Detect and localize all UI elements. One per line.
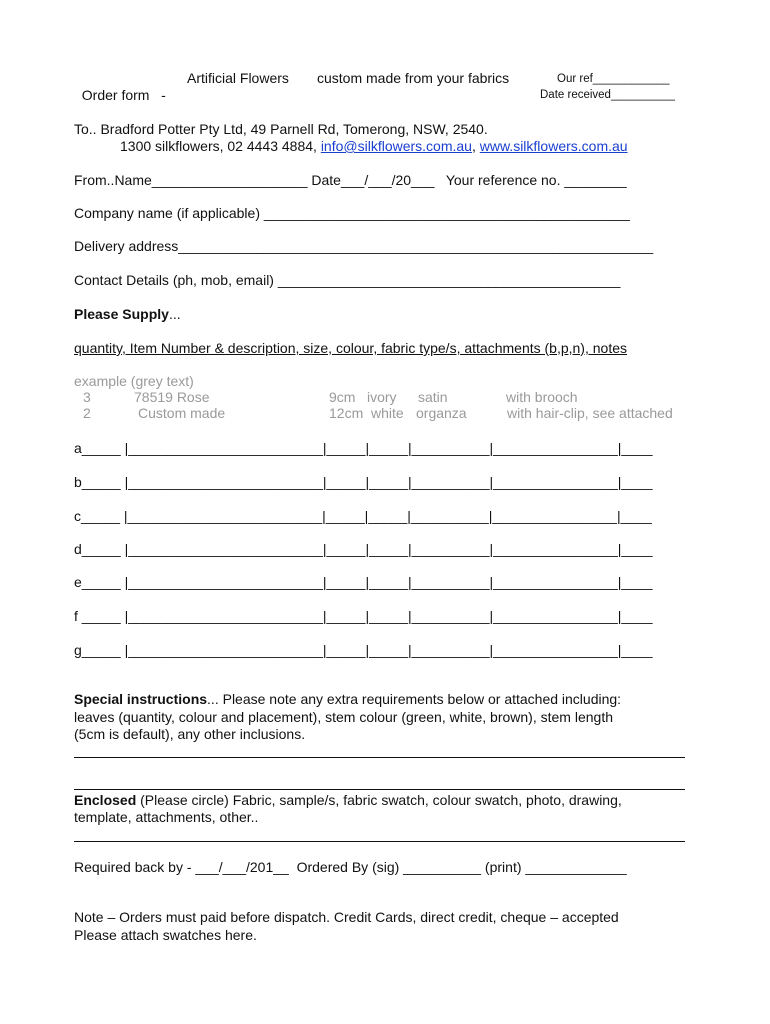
example-row-1-item: 78519 Rose — [134, 389, 210, 405]
contact-separator: , — [471, 138, 480, 154]
form-title-subtitle: custom made from your fabrics — [317, 70, 510, 86]
please-supply-ellipsis: ... — [168, 306, 181, 322]
order-row-a[interactable]: a_____ |_________________________|_____|_____|__________|________________|____ — [74, 440, 653, 456]
please-supply-label: Please Supply — [74, 306, 169, 322]
example-row-2-notes: with hair-clip, see attached — [507, 405, 673, 421]
from-name-date-reference-field[interactable]: From..Name____________________ Date___/___/20___ Your reference no. ________ — [74, 172, 627, 188]
contact-details-field[interactable]: Contact Details (ph, mob, email) ____________________________________________ — [74, 272, 621, 288]
delivery-address-field[interactable]: Delivery address_____________________________________________________________ — [74, 238, 654, 254]
enclosed-write-line[interactable] — [74, 841, 685, 842]
form-title-prefix: Order form - — [81, 87, 166, 103]
special-instructions-line-2: leaves (quantity, colour and placement), stem colour (green, white, brown), stem length — [74, 709, 613, 725]
swatch-note: Please attach swatches here. — [74, 927, 257, 943]
form-title-product: Artificial Flowers — [187, 70, 289, 86]
required-back-by-field[interactable]: Required back by - ___/___/201__ Ordered By (sig) __________ (print) _____________ — [74, 859, 627, 875]
enclosed-line-1 — [74, 792, 622, 809]
special-instructions-line-3: (5cm is default), any other inclusions. — [74, 726, 306, 742]
our-ref-field[interactable]: Our ref____________ — [557, 73, 670, 85]
order-row-c[interactable]: c_____ |_________________________|_____|_____|__________|________________|____ — [74, 508, 652, 524]
website-link[interactable]: www.silkflowers.com.au — [479, 138, 628, 154]
please-supply-heading — [74, 306, 181, 323]
special-instructions-write-line-2[interactable] — [74, 789, 685, 790]
supplier-contact — [120, 138, 628, 155]
example-row-1-size: 9cm — [329, 389, 356, 405]
special-instructions-write-line-1[interactable] — [74, 757, 685, 758]
order-columns-header: quantity, Item Number & description, size, colour, fabric type/s, attachments (b,p,n), notes — [74, 340, 627, 356]
order-row-d[interactable]: d_____ |_________________________|_____|_____|__________|________________|____ — [74, 541, 653, 557]
enclosed-line-2: template, attachments, other.. — [74, 809, 259, 825]
example-label: example (grey text) — [74, 373, 194, 389]
example-row-1-fabric: satin — [418, 389, 448, 405]
company-name-field[interactable]: Company name (if applicable) _______________________________________________ — [74, 205, 630, 221]
example-row-2-fabric: organza — [416, 405, 467, 421]
form-title — [74, 70, 166, 104]
supplier-phone: 1300 silkflowers, 02 4443 4884, — [120, 138, 321, 154]
enclosed-heading: Enclosed — [74, 792, 137, 808]
date-received-field[interactable]: Date received__________ — [540, 89, 675, 101]
payment-note: Note – Orders must paid before dispatch. Credit Cards, direct credit, cheque – accepted — [74, 909, 619, 925]
special-instructions-intro: ... Please note any extra requirements below or attached including: — [207, 691, 622, 707]
order-row-f[interactable]: f _____ |_________________________|_____|_____|__________|________________|____ — [74, 608, 653, 624]
order-row-e[interactable]: e_____ |_________________________|_____|_____|__________|________________|____ — [74, 574, 653, 590]
special-instructions-line-1 — [74, 691, 621, 708]
example-row-2-qty: 2 — [83, 405, 91, 421]
example-row-2-size: 12cm — [329, 405, 364, 421]
supplier-address: To.. Bradford Potter Pty Ltd, 49 Parnell Rd, Tomerong, NSW, 2540. — [74, 121, 488, 137]
example-row-2-item: Custom made — [138, 405, 226, 421]
example-row-1-colour: ivory — [367, 389, 397, 405]
enclosed-options: (Please circle) Fabric, sample/s, fabric swatch, colour swatch, photo, drawing, — [136, 792, 622, 808]
order-row-b[interactable]: b_____ |_________________________|_____|_____|__________|________________|____ — [74, 474, 653, 490]
example-row-2-colour: white — [371, 405, 404, 421]
order-row-g[interactable]: g_____ |_________________________|_____|_____|__________|________________|____ — [74, 642, 653, 658]
example-row-1-qty: 3 — [83, 389, 91, 405]
special-instructions-heading: Special instructions — [74, 691, 208, 707]
email-link[interactable]: info@silkflowers.com.au — [320, 138, 472, 154]
example-row-1-notes: with brooch — [506, 389, 578, 405]
